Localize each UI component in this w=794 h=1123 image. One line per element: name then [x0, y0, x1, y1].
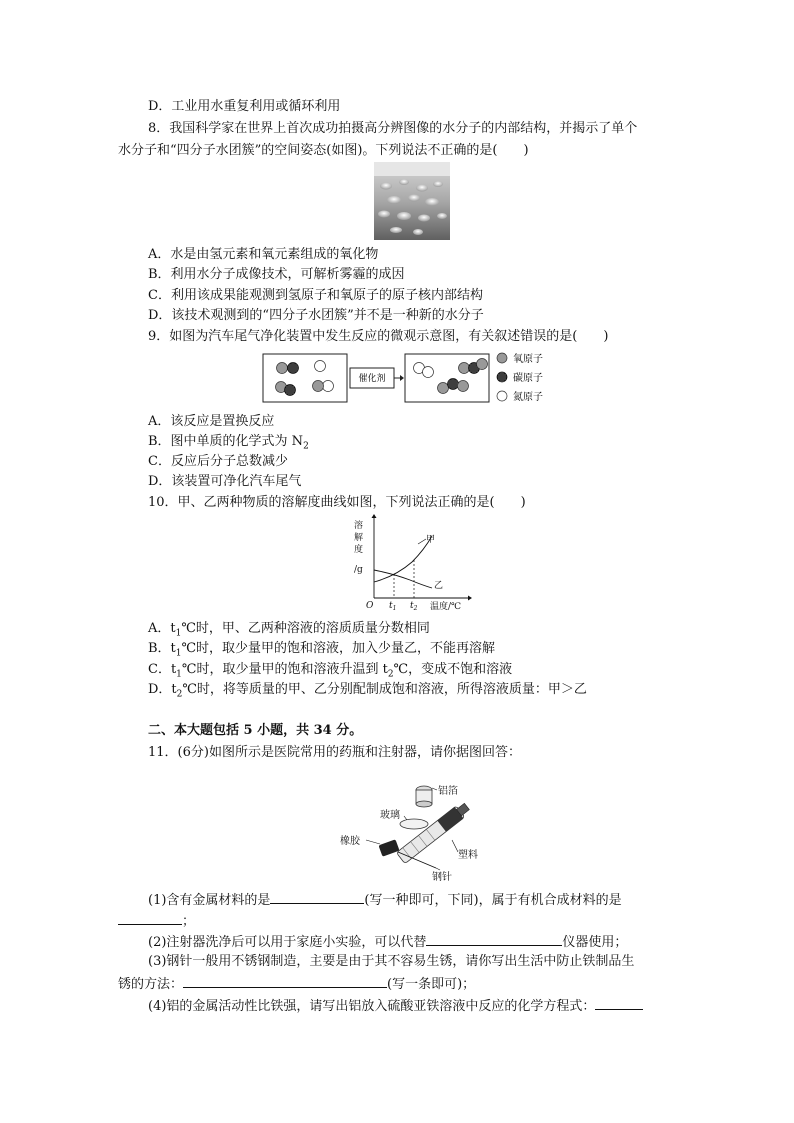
q11-part1-cont: ；	[118, 911, 195, 931]
label-plastic: 塑料	[458, 850, 478, 861]
q8-option-a: A．水是由氢元素和氧元素组成的氧化物	[148, 247, 379, 262]
t2-label: $t_2$	[410, 601, 418, 612]
answer-blank-1b[interactable]	[118, 911, 182, 925]
water-molecule-image	[374, 162, 450, 240]
q11-part2: (2)注射器洗净后可以用于家庭小实验，可以代替 仪器使用；	[148, 932, 627, 952]
solubility-curve	[350, 514, 474, 614]
t1-label: $t_1$	[389, 601, 397, 612]
label-aluminum-foil: 铝箔	[438, 786, 458, 797]
q8-option-d: D．该技术观测到的“四分子水团簇”并不是一种新的水分子	[148, 308, 484, 323]
q10-stem: 10．甲、乙两种物质的溶解度曲线如图，下列说法正确的是( )	[148, 495, 526, 510]
syringe-bottle-figure	[340, 778, 500, 882]
q8-option-b: B．利用水分子成像技术，可解析雾霾的成因	[148, 267, 405, 282]
legend-carbon: 碳原子	[513, 373, 543, 384]
q10-option-a: A．$t_1℃$时，甲、乙两种溶液的溶质质量分数相同	[148, 621, 430, 639]
answer-blank-4[interactable]	[595, 996, 643, 1010]
legend-nitrogen: 氮原子	[513, 392, 543, 403]
q8-stem: 8．我国科学家在世界上首次成功拍摄高分辨图像的水分子的内部结构，并揭示了单个	[148, 121, 638, 136]
q11-part1: (1)含有金属材料的是 (写一种即可，下同)，属于有机合成材料的是	[148, 890, 622, 910]
answer-blank-3[interactable]	[183, 974, 387, 988]
q10-option-c: C．$t_1℃$时，取少量甲的饱和溶液升温到 $t_2℃$，变成不饱和溶液	[148, 662, 513, 680]
q9-option-b: B．图中单质的化学式为 $N_2$	[148, 434, 309, 452]
catalyst-label: 催化剂	[358, 374, 386, 384]
q11-part3-cont: 锈的方法： (写一条即可)；	[118, 974, 475, 994]
xlabel: 温度/℃	[430, 602, 462, 612]
q8-stem-cont: 水分子和“四分子水团簇”的空间姿态(如图)。下列说法不正确的是( )	[118, 143, 529, 158]
q8-option-c: C．利用该成果能观测到氢原子和氧原子的原子核内部结构	[148, 288, 483, 303]
ylabel-char-4: /g	[354, 565, 363, 575]
label-glass: 玻璃	[380, 810, 400, 821]
answer-blank-1a[interactable]	[270, 890, 364, 904]
label-steel-needle: 钢针	[432, 872, 452, 882]
q9-stem: 9．如图为汽车尾气净化装置中发生反应的微观示意图，有关叙述错误的是( )	[148, 329, 609, 344]
ylabel-char-1: 溶	[354, 521, 364, 531]
reaction-diagram	[262, 350, 562, 406]
q10-option-d: D．$t_2℃$时，将等质量的甲、乙分别配制成饱和溶液，所得溶液质量：甲＞乙	[148, 682, 587, 700]
q9-option-a: A．该反应是置换反应	[148, 414, 275, 429]
curve-jia-label: 甲	[426, 535, 436, 545]
curve-yi-label: 乙	[434, 581, 444, 591]
q7-option-d: D．工业用水重复利用或循环利用	[148, 99, 341, 114]
q11-stem: 11．(6分)如图所示是医院常用的药瓶和注射器，请你据图回答：	[148, 745, 521, 760]
q9-option-d: D．该装置可净化汽车尾气	[148, 474, 302, 489]
q11-part3: (3)钢针一般用不锈钢制造，主要是由于其不容易生锈，请你写出生活中防止铁制品生	[148, 954, 635, 969]
answer-blank-2[interactable]	[426, 932, 562, 946]
q11-part4: (4)铝的金属活动性比铁强，请写出铝放入硫酸亚铁溶液中反应的化学方程式：	[148, 996, 643, 1016]
q9-option-c: C．反应后分子总数减少	[148, 454, 288, 469]
label-rubber: 橡胶	[340, 836, 360, 847]
ylabel-char-2: 解	[354, 533, 364, 543]
q10-option-b: B．$t_1℃$时，取少量甲的饱和溶液，加入少量乙，不能再溶解	[148, 641, 496, 659]
legend-oxygen: 氧原子	[513, 354, 543, 365]
section-2-heading: 二、本大题包括 5 小题，共 34 分。	[148, 723, 363, 738]
ylabel-char-3: 度	[354, 545, 364, 555]
origin-label: O	[366, 601, 374, 611]
